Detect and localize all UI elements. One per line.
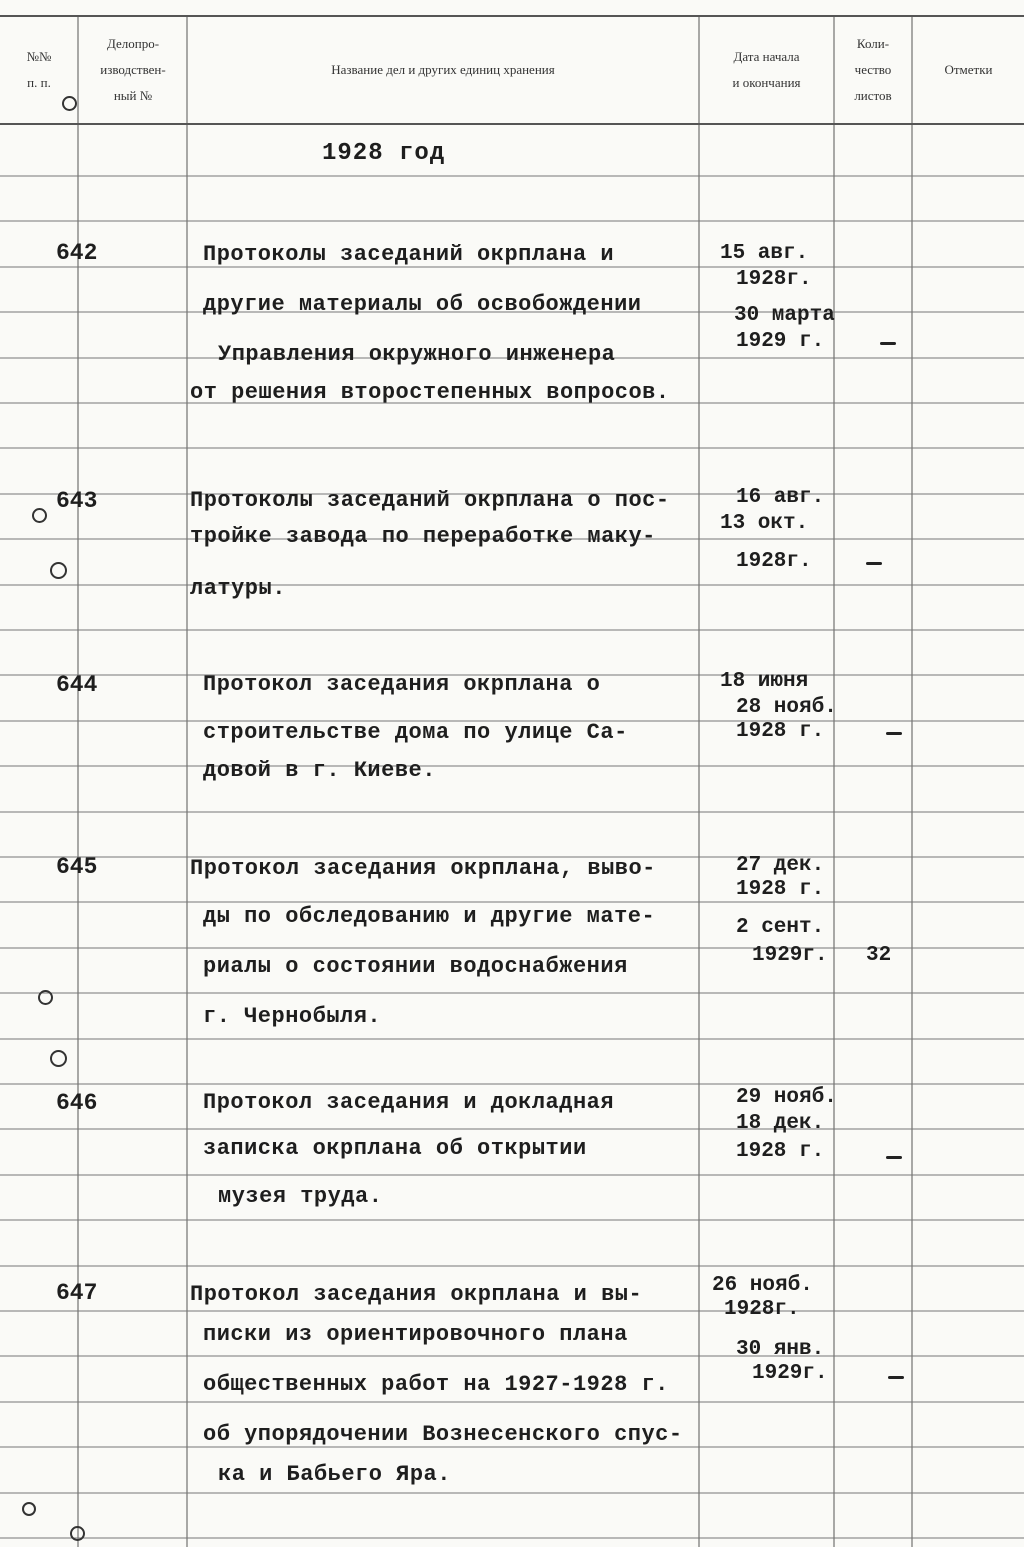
entry-date: 18 июня xyxy=(720,670,809,693)
sheets-dash xyxy=(886,1156,902,1159)
entry-title-line: Протокол заседания окрплана о xyxy=(203,672,601,697)
entry-date: 18 дек. xyxy=(736,1112,825,1135)
entry-title-line: Управления окружного инженера xyxy=(218,342,616,367)
entry-date: 26 нояб. xyxy=(712,1274,813,1297)
header-col-notes xyxy=(913,30,1024,110)
entry-date: 1928г. xyxy=(736,268,812,291)
header-sheets-line-2: чество xyxy=(854,62,892,77)
entry-title-line: ка и Бабьего Яра. xyxy=(218,1462,451,1487)
header-number-line-2: п. п. xyxy=(27,75,51,90)
entry-number: 642 xyxy=(56,240,98,266)
entry-date: 1928г. xyxy=(736,550,812,573)
entry-title-line: другие материалы об освобождении xyxy=(203,292,642,317)
header-col-sheets xyxy=(835,28,911,112)
entry-title-line: довой в г. Киеве. xyxy=(203,758,436,783)
header-sheets-line-3: листов xyxy=(854,88,892,103)
entry-number: 646 xyxy=(56,1090,98,1116)
entry-date: 1929 г. xyxy=(736,330,825,353)
punch-hole-mark xyxy=(70,1526,85,1541)
entry-title-line: от решения второстепенных вопросов. xyxy=(190,380,670,405)
entry-title-line: Протоколы заседаний окрплана и xyxy=(203,242,615,267)
entry-date: 27 дек. xyxy=(736,854,825,877)
entry-date: 1928 г. xyxy=(736,1140,825,1163)
entry-title-line: риалы о состоянии водоснабжения xyxy=(203,954,628,979)
entry-date: 15 авг. xyxy=(720,242,809,265)
entry-date: 1928 г. xyxy=(736,878,825,901)
entry-title-line: ды по обследованию и другие мате- xyxy=(203,904,656,929)
sheets-dash xyxy=(888,1376,904,1379)
header-office-line-3: ный № xyxy=(113,88,153,103)
header-notes-label: Отметки xyxy=(944,62,993,77)
punch-hole-mark xyxy=(50,562,67,579)
header-col-title xyxy=(190,30,696,110)
sheets-count: 32 xyxy=(866,944,892,967)
entry-title-line: музея труда. xyxy=(218,1184,383,1209)
entry-date: 2 сент. xyxy=(736,916,825,939)
punch-hole-mark xyxy=(38,990,53,1005)
entry-title-line: тройке завода по переработке маку- xyxy=(190,524,656,549)
entry-title-line: писки из ориентировочного плана xyxy=(203,1322,628,1347)
header-dates-line-1: Дата начала xyxy=(733,49,800,64)
header-title-label: Название дел и других единиц хранения xyxy=(331,62,555,77)
entry-title-line: общественных работ на 1927-1928 г. xyxy=(203,1372,669,1397)
header-number-line-1: №№ xyxy=(26,49,52,64)
entry-date: 1928г. xyxy=(724,1298,800,1321)
entry-title-line: г. Чернобыля. xyxy=(203,1004,382,1029)
entry-number: 645 xyxy=(56,854,98,880)
entry-number: 643 xyxy=(56,488,98,514)
entry-date: 30 марта xyxy=(734,304,835,327)
entry-date: 13 окт. xyxy=(720,512,809,535)
entry-title-line: Протоколы заседаний окрплана о пос- xyxy=(190,488,670,513)
punch-hole-mark xyxy=(32,508,47,523)
entry-title-line: записка окрплана об открытии xyxy=(203,1136,587,1161)
sheets-dash xyxy=(886,732,902,735)
entry-number: 644 xyxy=(56,672,98,698)
entry-date: 29 нояб. xyxy=(736,1086,837,1109)
entry-title-line: Протокол заседания окрплана и вы- xyxy=(190,1282,643,1307)
header-office-line-2: изводствен- xyxy=(100,62,166,77)
sheets-dash xyxy=(866,562,882,565)
entry-date: 16 авг. xyxy=(736,486,825,509)
punch-hole-mark xyxy=(50,1050,67,1067)
punch-hole-mark xyxy=(62,96,77,111)
sheets-dash xyxy=(880,342,896,345)
entry-number: 647 xyxy=(56,1280,98,1306)
entry-date: 1929г. xyxy=(752,944,828,967)
year-heading: 1928 год xyxy=(322,140,446,167)
header-dates-line-2: и окончания xyxy=(732,75,801,90)
header-office-line-1: Делопро- xyxy=(106,36,160,51)
entry-title-line: строительстве дома по улице Са- xyxy=(203,720,628,745)
punch-hole-mark xyxy=(22,1502,36,1516)
entry-date: 30 янв. xyxy=(736,1338,825,1361)
header-col-dates xyxy=(700,30,833,110)
entry-title-line: Протокол заседания окрплана, выво- xyxy=(190,856,656,881)
header-col-office-number xyxy=(80,28,186,112)
entry-date: 28 нояб. xyxy=(736,696,837,719)
header-sheets-line-1: Коли- xyxy=(856,36,890,51)
entry-title-line: об упорядочении Вознесенского спус- xyxy=(203,1422,683,1447)
entry-title-line: Протокол заседания и докладная xyxy=(203,1090,615,1115)
entry-title-line: латуры. xyxy=(190,576,286,601)
entry-date: 1928 г. xyxy=(736,720,825,743)
entry-date: 1929г. xyxy=(752,1362,828,1385)
